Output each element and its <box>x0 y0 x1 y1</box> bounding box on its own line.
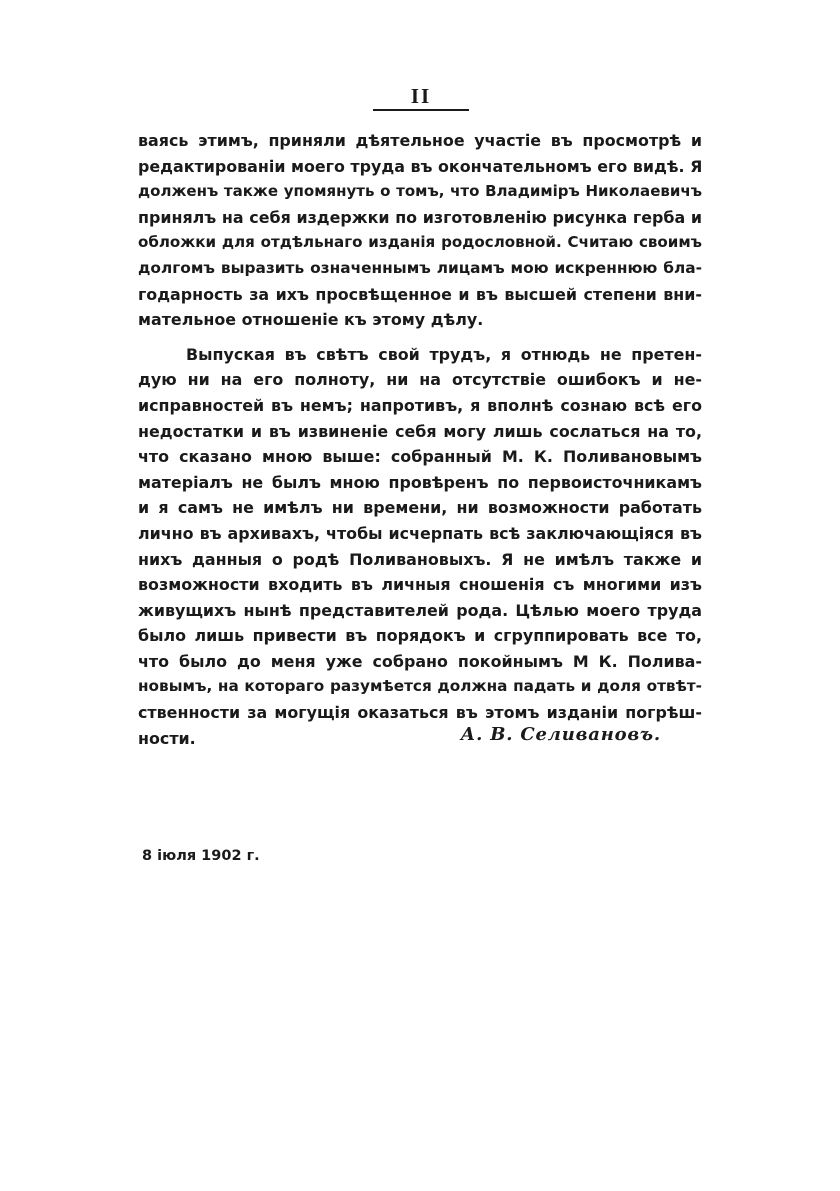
text-line: нихъ данныя о родѣ Поливановыхъ. Я не имѣлъ также и <box>138 549 702 569</box>
text-line: живущихъ нынѣ представителей рода. Цѣлью моего труда <box>138 600 702 620</box>
text-line: долгомъ выразить означеннымъ лицамъ мою искреннюю бла- <box>138 258 702 277</box>
text-line: дую ни на его полноту, ни на отсутствіе ошибокъ и не- <box>138 370 702 390</box>
text-line: недостатки и въ извиненіе себя могу лишь сослаться на то, <box>138 421 702 441</box>
text-line: что сказано мною выше: собранный М. К. Поливановымъ <box>138 447 702 467</box>
text-line: и я самъ не имѣлъ ни времени, ни возможности работать <box>138 498 702 518</box>
text-line: исправностей въ немъ; напротивъ, я вполнѣ сознаю всѣ его <box>138 395 702 415</box>
text-line: лично въ архивахъ, чтобы исчерпать всѣ заключающіяся въ <box>138 523 702 543</box>
text-line: Выпуская въ свѣтъ свой трудъ, я отнюдь не претен- <box>186 344 702 364</box>
page-number-rule <box>373 109 469 111</box>
text-line: матеріалъ не былъ мною провѣренъ по первоисточникамъ <box>138 472 702 492</box>
text-line: было лишь привести въ порядокъ и сгруппировать все то, <box>138 626 702 646</box>
text-line: ности. <box>138 728 196 748</box>
text-line: новымъ, на котораго разумѣется должна падать и доля отвѣт- <box>138 677 702 696</box>
document-date: 8 іюля 1902 г. <box>142 848 260 864</box>
text-line: годарность за ихъ просвѣщенное и въ высшей степени вни- <box>138 284 702 304</box>
text-line: возможности входить въ личныя сношенія съ многими изъ <box>138 575 702 595</box>
paragraph-2 <box>138 342 702 752</box>
page-number: II <box>410 84 432 108</box>
text-line: мательное отношеніе къ этому дѣлу. <box>138 310 484 330</box>
author-signature: А. В. Селивановъ. <box>460 724 661 745</box>
body-text <box>138 128 702 751</box>
paragraph-gap <box>138 333 702 342</box>
text-line: ваясь этимъ, приняли дѣятельное участіе въ просмотрѣ и <box>138 131 702 150</box>
text-line: что было до меня уже собрано покойнымъ М К. Полива- <box>138 651 702 671</box>
text-line: ственности за могущія оказаться въ этомъ изданіи погрѣш- <box>138 703 702 723</box>
text-line: редактированіи моего труда въ окончательномъ его видѣ. Я <box>138 156 703 176</box>
paragraph-1 <box>138 128 702 333</box>
text-line: долженъ также упомянуть о томъ, что Владиміръ Николаевичъ <box>138 182 702 201</box>
text-line: принялъ на себя издержки по изготовленію рисунка герба и <box>138 207 702 227</box>
text-line: обложки для отдѣльнаго изданія родословной. Считаю своимъ <box>138 233 702 252</box>
